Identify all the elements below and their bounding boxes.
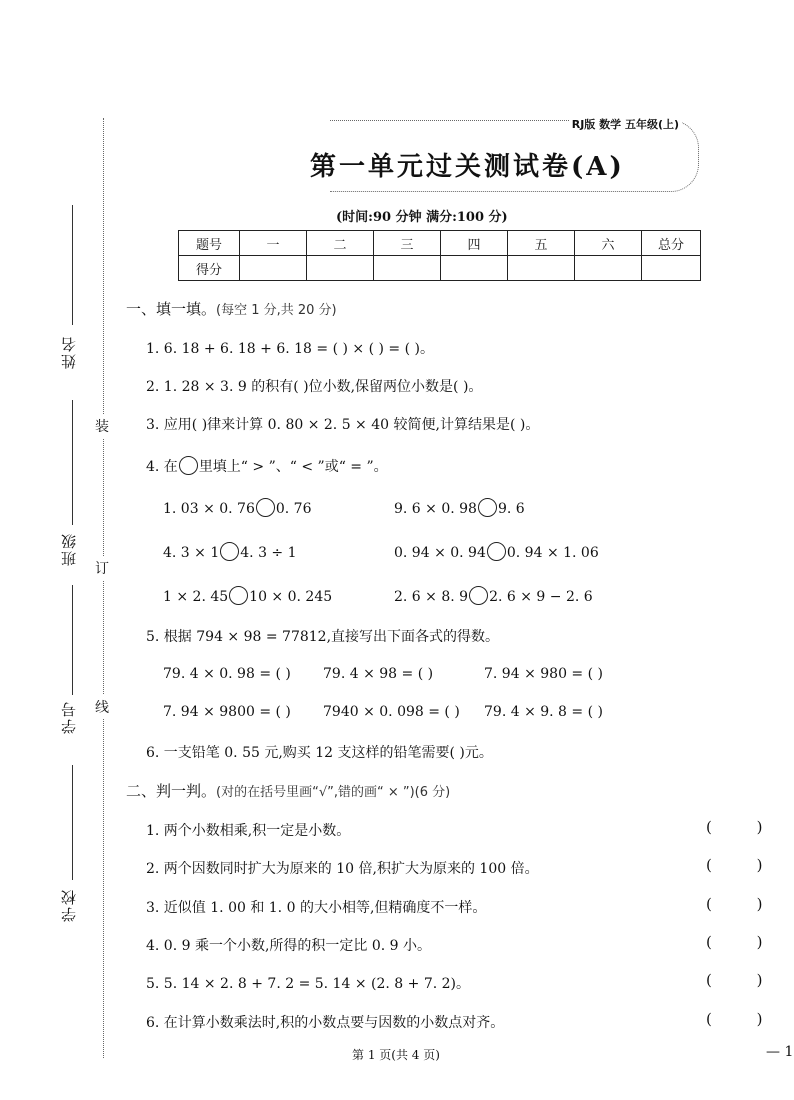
judge-item: 1. 两个小数相乘,积一定是小数。 [146,823,351,839]
judge-answer-paren[interactable]: ( ) [706,933,783,951]
judge-item: 5. 5. 14 × 2. 8 + 7. 2 = 5. 14 × (2. 8 + 7. 2)。 [146,976,470,992]
score-cell[interactable] [642,256,701,281]
score-header-cell: 题号 [179,231,240,256]
compare-right: 4. 3 ÷ 1 [240,545,297,561]
answer-circle[interactable] [478,498,497,517]
answer-circle[interactable] [229,586,248,605]
judge-item: 3. 近似值 1. 00 和 1. 0 的大小相等,但精确度不一样。 [146,900,487,916]
score-header-cell: 四 [441,231,508,256]
judge-answer-paren[interactable]: ( ) [706,856,783,874]
score-header-cell: 五 [508,231,575,256]
judge-answer-paren[interactable]: ( ) [706,818,783,836]
score-cell[interactable] [240,256,307,281]
compare-left: 2. 6 × 8. 9 [394,589,469,605]
binding-dotted-line [103,118,104,1058]
compare-right: 0. 76 [275,501,312,517]
calc-item: 7. 94 × 9800 = ( ) [163,704,291,720]
calc-item: 7. 94 × 980 = ( ) [484,666,603,682]
calc-item: 79. 4 × 9. 8 = ( ) [484,704,603,720]
judge-item: 2. 两个因数同时扩大为原来的 10 倍,积扩大为原来的 100 倍。 [146,861,539,877]
score-cell[interactable] [307,256,374,281]
section1-title: 一、填一填。 [126,300,217,318]
judge-item: 6. 在计算小数乘法时,积的小数点要与因数的小数点对齐。 [146,1015,505,1031]
score-cell[interactable] [575,256,642,281]
edition-label: RJ版 数学 五年级(上) [569,116,682,132]
compare-left: 9. 6 × 0. 98 [394,501,477,517]
judge-answer-paren[interactable]: ( ) [706,971,783,989]
student-id-label: 学号 [60,700,78,734]
calc-item: 7940 × 0. 098 = ( ) [323,704,460,720]
judge-item: 4. 0. 9 乘一个小数,所得的积一定比 0. 9 小。 [146,938,432,954]
question-1-6: 6. 一支铅笔 0. 55 元,购买 12 支这样的铅笔需要( )元。 [146,745,493,761]
question-1-1: 1. 6. 18 + 6. 18 + 6. 18 = ( ) × ( ) = ( )。 [146,341,434,357]
compare-right: 10 × 0. 245 [249,589,333,605]
page-number-mark: — 1 [766,1044,794,1060]
score-row-label: 得分 [179,256,240,281]
compare-item [163,498,312,517]
q4-prefix: 4. 在 [146,459,178,475]
question-1-5: 5. 根据 794 × 98 = 77812,直接写出下面各式的得数。 [146,629,500,645]
score-cell[interactable] [441,256,508,281]
page-footer: 第 1 页(共 4 页) [352,1048,440,1062]
question-1-2: 2. 1. 28 × 3. 9 的积有( )位小数,保留两位小数是( )。 [146,379,483,395]
question-1-4 [146,456,388,476]
student-id-underline[interactable] [72,585,73,695]
compare-circle-icon [179,456,198,475]
compare-item [163,542,297,561]
judge-answer-paren[interactable]: ( ) [706,895,783,913]
section2-heading [126,780,450,801]
section2-title: 二、判一判。 [126,782,217,800]
time-info: (时间:90 分钟 满分:100 分) [336,210,508,225]
score-table-score-row [179,256,701,281]
compare-item [163,586,332,605]
compare-right: 9. 6 [497,501,525,517]
answer-circle[interactable] [487,542,506,561]
answer-circle[interactable] [256,498,275,517]
class-underline[interactable] [72,400,73,525]
score-header-cell: 六 [575,231,642,256]
compare-left: 0. 94 × 0. 94 [394,545,486,561]
calc-item: 79. 4 × 98 = ( ) [323,666,434,682]
answer-circle[interactable] [469,586,488,605]
compare-right: 0. 94 × 1. 06 [506,545,599,561]
section2-note: (对的在括号里画“√”,错的画“ × ”)(6 分) [216,785,451,800]
compare-item [394,498,525,517]
score-header-cell: 二 [307,231,374,256]
q4-suffix: 里填上“ > ”、“ < ”或“ = ”。 [198,459,388,475]
section1-note: (每空 1 分,共 20 分) [216,303,337,318]
section1-heading [126,298,337,319]
score-header-cell: 一 [240,231,307,256]
compare-item [394,586,593,605]
page-title: 第一单元过关测试卷(A) [310,152,625,182]
compare-left: 1. 03 × 0. 76 [163,501,255,517]
school-label: 学校 [60,888,78,922]
judge-answer-paren[interactable]: ( ) [706,1010,783,1028]
question-1-3: 3. 应用( )律来计算 0. 80 × 2. 5 × 40 较简便,计算结果是( )。 [146,417,540,433]
score-header-cell: 三 [374,231,441,256]
compare-right: 2. 6 × 9 − 2. 6 [489,589,593,605]
binding-char-xian: 线 [95,695,109,719]
score-header-cell: 总分 [642,231,701,256]
class-label: 班级 [60,532,78,566]
score-table-header-row [179,231,701,256]
compare-item [394,542,599,561]
name-underline[interactable] [72,205,73,325]
compare-left: 1 × 2. 45 [163,589,229,605]
calc-item: 79. 4 × 0. 98 = ( ) [163,666,291,682]
score-table [178,230,701,281]
score-cell[interactable] [374,256,441,281]
binding-char-ding: 订 [95,556,109,580]
score-cell[interactable] [508,256,575,281]
answer-circle[interactable] [220,542,239,561]
binding-char-zhuang: 装 [95,414,109,438]
compare-left: 4. 3 × 1 [163,545,220,561]
name-label: 姓名 [60,335,78,369]
school-underline[interactable] [72,765,73,880]
